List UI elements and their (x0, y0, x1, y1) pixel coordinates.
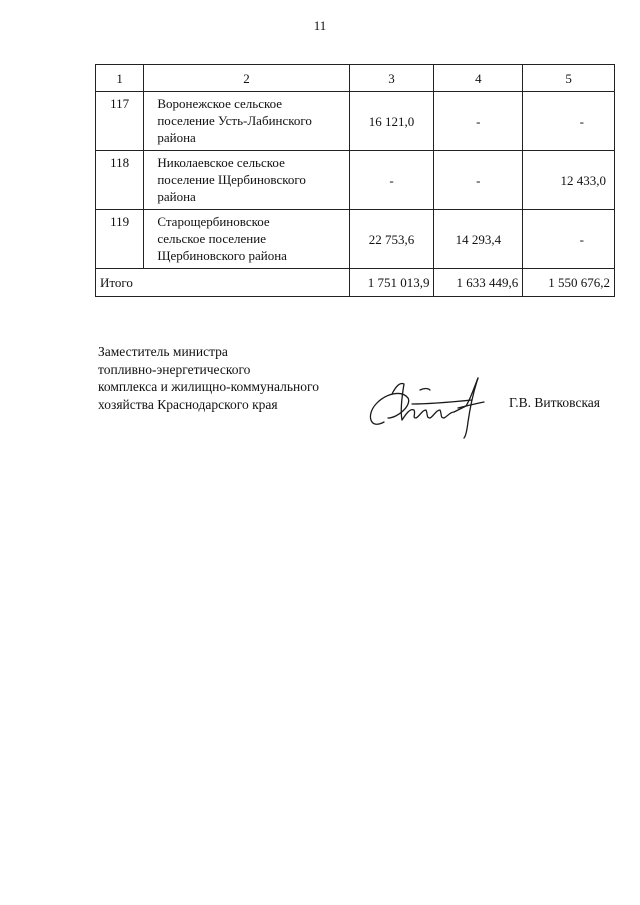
header-col-3: 3 (349, 65, 434, 92)
total-col3-value: 1 751 013,9 (349, 269, 434, 297)
page-number: 11 (313, 18, 327, 33)
row-name-line: Воронежское сельское (157, 96, 283, 111)
header-col-2: 2 (144, 65, 349, 92)
total-label: Итого (96, 269, 350, 297)
position-line: топливно-энергетического (98, 361, 251, 377)
signatory-position (98, 343, 368, 413)
row-col3-value: - (349, 151, 434, 210)
row-name (144, 151, 349, 210)
header-col-5: 5 (523, 65, 615, 92)
row-col5-value: - (523, 210, 615, 269)
header-col-1: 1 (96, 65, 144, 92)
row-name-line: Николаевское сельское (157, 155, 285, 170)
row-name-line: поселение Усть-Лабинского (157, 113, 312, 128)
total-col4-value: 1 633 449,6 (434, 269, 523, 297)
total-row (96, 269, 615, 297)
row-col3-value: 22 753,6 (349, 210, 434, 269)
table-row (96, 151, 615, 210)
row-col5-value: 12 433,0 (523, 151, 615, 210)
signer-name: Г.В. Витковская (509, 395, 601, 410)
row-col4-value: - (434, 151, 523, 210)
total-col5-value: 1 550 676,2 (523, 269, 615, 297)
row-name-line: района (157, 189, 196, 204)
row-name-line: района (157, 130, 196, 145)
row-number: 118 (96, 151, 144, 210)
row-col3-value: 16 121,0 (349, 92, 434, 151)
row-name (144, 210, 349, 269)
position-line: Заместитель министра (98, 344, 228, 359)
row-col5-value: - (523, 92, 615, 151)
position-line: комплекса и жилищно-коммунального (98, 379, 319, 394)
row-name-line: Старощербиновское (157, 214, 270, 229)
row-col4-value: 14 293,4 (434, 210, 523, 269)
handwritten-signature (362, 360, 496, 440)
row-number: 117 (96, 92, 144, 151)
position-line: хозяйства Краснодарского края (98, 396, 278, 412)
table-row (96, 92, 615, 151)
row-name-line: сельское поселение (157, 231, 266, 246)
table-header-row (96, 65, 615, 92)
row-name-line: Щербиновского района (157, 248, 287, 263)
row-number: 119 (96, 210, 144, 269)
table-row (96, 210, 615, 269)
header-col-4: 4 (434, 65, 523, 92)
row-name-line: поселение Щербиновского (157, 172, 306, 187)
data-table (95, 64, 615, 297)
row-col4-value: - (434, 92, 523, 151)
row-name (144, 92, 349, 151)
